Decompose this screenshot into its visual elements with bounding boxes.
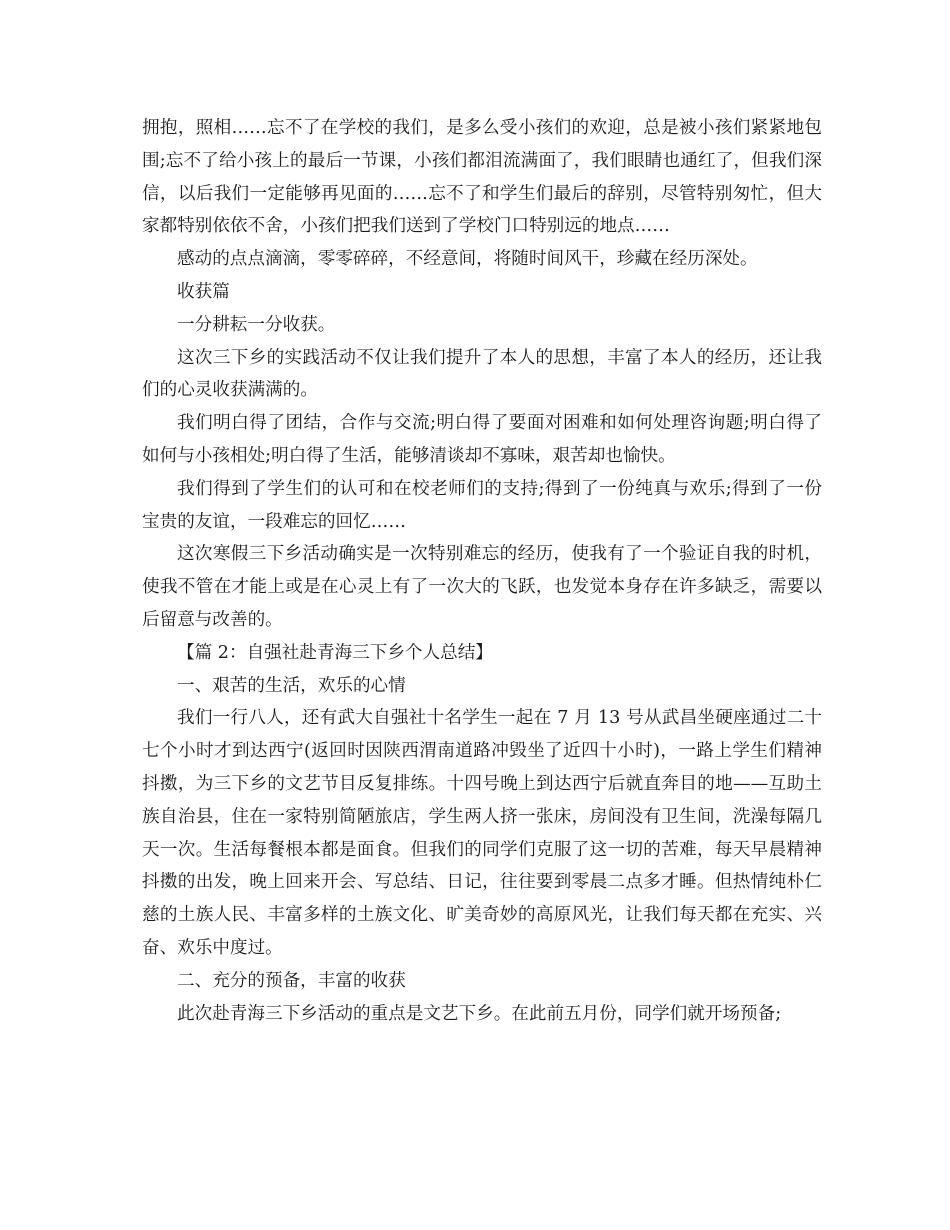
paragraph-3: 一分耕耘一分收获。: [177, 314, 336, 335]
paragraph-5: 我们明白得了团结，合作与交流;明白得了要面对困难和如何处理咨询题;明白得了如何与小孩相处;明白得了生活，能够清谈却不寡味，艰苦却也愉快。: [142, 413, 822, 466]
subheading-1: 一、艰苦的生活，欢乐的心情: [177, 675, 406, 696]
article-title: 【篇 2：自强社赴青海三下乡个人总结】: [177, 642, 493, 663]
paragraph-9: 此次赴青海三下乡活动的重点是文艺下乡。在此前五月份，同学们就开场预备;: [177, 1003, 782, 1024]
paragraph-7: 这次寒假三下乡活动确实是一次特别难忘的经历，使我有了一个验证自我的时机，使我不管在才能上或是在心灵上有了一次大的飞跃，也发觉本身存在许多缺乏，需要以后留意与改善的。: [142, 544, 822, 630]
section-heading-harvest: 收获篇: [177, 281, 230, 302]
paragraph-2: 感动的点点滴滴，零零碎碎，不经意间，将随时间风干，珍藏在经历深处。: [177, 249, 758, 270]
paragraph-8: 我们一行八人，还有武大自强社十名学生一起在 7 月 13 号从武昌坐硬座通过二十七个小时才到达西宁(返回时因陕西渭南道路冲毁坐了近四十小时)，一路上学生们精神抖擞，为三下乡的文艺节目反复排练。十四号晚上到达西宁后就直奔目的地——互助土族自治县，住在一家特别简陋旅店，学生两人挤一张床，房间没有卫生间，洗澡每隔几天一次。生活每餐根本都是面食。但我们的同学们克服了这一切的苦难，每天早晨精神抖擞的出发，晚上回来开会、写总结、日记，往往要到零晨二点多才睡。但热情纯朴仁慈的土族人民、丰富多样的土族文化、旷美奇妙的高原风光，让我们每天都在充实、兴奋、欢乐中度过。: [142, 708, 822, 958]
paragraph-1: 拥抱，照相……忘不了在学校的我们，是多么受小孩们的欢迎，总是被小孩们紧紧地包围;忘不了给小孩上的最后一节课，小孩们都泪流满面了，我们眼睛也通红了，但我们深信，以后我们一定能够再见面的……忘不了和学生们最后的辞别，尽管特别匆忙，但大家都特别依依不舍，小孩们把我们送到了学校门口特别远的地点……: [142, 118, 822, 237]
document-body: [142, 112, 822, 1030]
paragraph-4: 这次三下乡的实践活动不仅让我们提升了本人的思想，丰富了本人的经历，还让我们的心灵收获满满的。: [142, 347, 822, 401]
subheading-2: 二、充分的预备，丰富的收获: [177, 970, 406, 991]
paragraph-6: 我们得到了学生们的认可和在校老师们的支持;得到了一份纯真与欢乐;得到了一份宝贵的友谊，一段难忘的回忆……: [142, 478, 822, 532]
